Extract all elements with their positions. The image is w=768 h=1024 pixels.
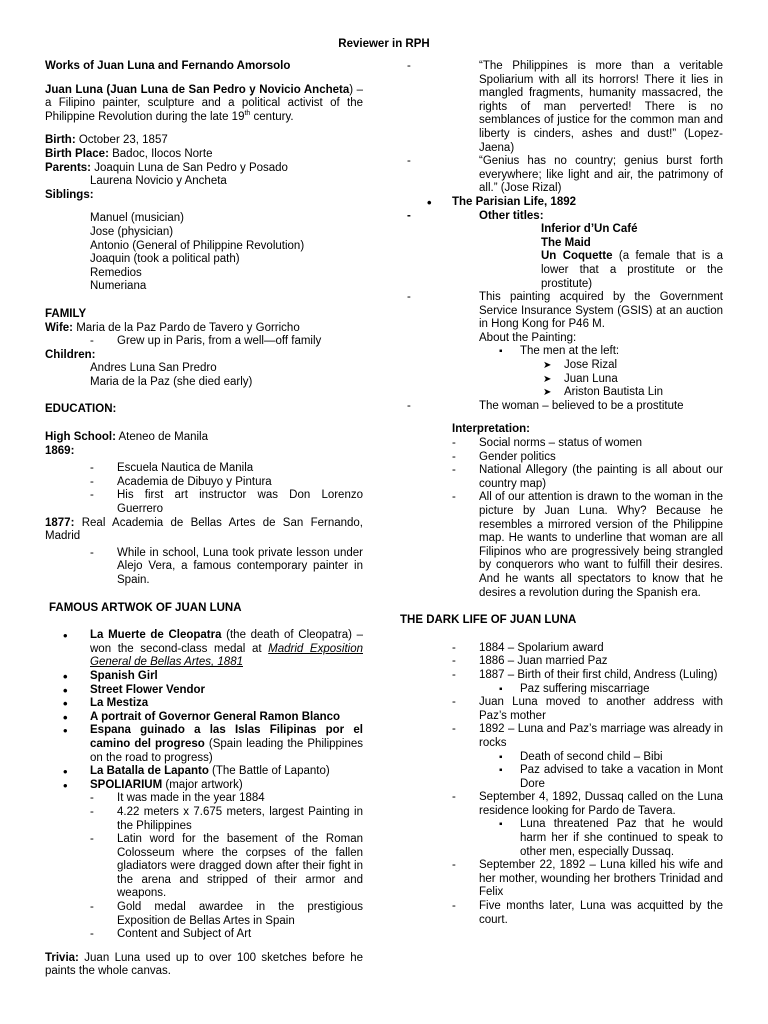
family-heading: FAMILY [45,307,87,320]
dark-life-item: - 1887 – Birth of their first child, Andress (Luling) [452,669,723,683]
dark-life-subitem: ▪ Paz suffering miscarriage [499,683,723,697]
artwork-title: Espana guinado a las Islas Filipinas por el camino del progreso [90,724,363,750]
child-item: Andres Luna San Predro [90,362,217,375]
artwork-title: La Muerte de Cleopatra [90,629,222,642]
woman-note: - The woman – believed to be a prostitute [407,400,723,414]
intro-end: century. [250,110,294,123]
sibling-item: Manuel (musician) [90,212,184,225]
spoliarium-note: - Content and Subject of Art [90,928,363,942]
wife-label: Wife: [45,321,74,334]
artwork-desc: (The Battle of Lapanto) [208,765,330,778]
about-painting-label: About the Painting: [479,331,577,344]
artwork-list [45,629,363,942]
birth-label: Birth: [45,134,76,147]
dark-life-item: - September 4, 1892, Dussaq called on the Luna residence looking for Pardo de Tavera. [452,791,723,818]
year-1877-value: Real Academia de Bellas Artes de San Fernando, Madrid [45,516,363,543]
interpretation-item: - Gender politics [452,451,723,465]
sibling-item: Numeriana [90,280,147,293]
famous-artwork-heading: FAMOUS ARTWOK OF JUAN LUNA [49,601,242,614]
parents-label: Parents: [45,161,92,174]
birthplace-value: Badoc, Ilocos Norte [108,147,213,160]
birthplace-line [45,148,363,162]
right-column [400,60,723,927]
dark-life-item: - Juan Luna moved to another address with Paz’s mother [452,696,723,723]
birth-value: October 23, 1857 [75,134,168,147]
year-1877-line [45,517,363,544]
artwork-item [63,724,363,765]
trivia-label: Trivia: [45,951,79,964]
artwork-desc: (major artwork) [162,778,243,791]
dark-life-subitem: ▪ Paz advised to take a vacation in Mont Dore [499,764,723,791]
school-item: - Escuela Nautica de Manila [90,462,363,476]
artwork-item [63,779,363,793]
other-title-name: Un Coquette [541,250,613,263]
man-item: ➤ Ariston Bautista Lin [543,386,723,400]
sibling-item: Jose (physician) [90,225,174,238]
artwork-title: SPOLIARIUM [90,778,163,791]
artwork-item [63,765,363,779]
parents-value: Joaquin Luna de San Pedro y Posado [91,161,288,174]
highschool-line [45,431,363,445]
left-column [45,60,363,979]
parents-line-2: Laurena Novicio y Ancheta [90,175,227,188]
spoliarium-note: - 4.22 meters x 7.675 meters, largest Painting in the Philippines [90,806,363,833]
wife-value: Maria de la Paz Pardo de Tavero y Gorricho [73,321,300,334]
birth-line [45,134,363,148]
quote-lopez-jaena: - “The Philippines is more than a veritable Spoliarium with all its horrors! There it lies in mangled fragments, humanity massacred, the rights of man perverted! There is no semblances of justice for the common man and liberty is cinders, ashes and dust!” (Lopez-Jaena) [407,60,723,155]
dark-life-item: - 1886 – Juan married Paz [452,655,723,669]
child-item: Maria de la Paz (she died early) [90,375,253,388]
document-title: Reviewer in RPH [338,38,430,50]
education-heading: EDUCATION: [45,403,117,416]
artwork-item: • Spanish Girl [63,670,363,684]
interpretation-item: - Social norms – status of women [452,437,723,451]
dark-life-heading: THE DARK LIFE OF JUAN LUNA [400,614,577,627]
quote-list [407,60,723,196]
interpretation-label: Interpretation: [452,423,530,436]
artwork-item: • A portrait of Governor General Ramon Blanco [63,711,363,725]
other-title-item: Inferior d’Un Café [541,223,638,236]
wife-note: - Grew up in Paris, from a well—off family [90,335,363,349]
man-item: ➤ Juan Luna [543,373,723,387]
trivia-line [45,952,363,979]
sibling-item: Antonio (General of Philippine Revolution) [90,239,305,252]
spoliarium-note: - Gold medal awardee in the prestigious Exposition de Bellas Artes in Spain [90,901,363,928]
spoliarium-note: - Latin word for the basement of the Roman Colosseum where the corpses of the fallen gladiators were dragged down after their fight in the arena and stripped of their armor and weapons. [90,833,363,901]
wife-line [45,322,363,336]
section-heading: Works of Juan Luna and Fernando Amorsolo [45,60,291,72]
dark-life-subitem: ▪ Death of second child – Bibi [499,751,723,765]
school-item: - His first art instructor was Don Lorenzo Guerrero [90,489,363,516]
parents-line [45,162,363,176]
sibling-item: Remedios [90,266,142,279]
other-title-item: The Maid [541,236,591,249]
other-titles-label: - Other titles: [407,210,723,224]
sibling-item: Joaquin (took a political path) [90,253,240,266]
spoliarium-note: - It was made in the year 1884 [90,792,363,806]
dark-life-item: - 1892 – Luna and Paz’s marriage was already in rocks [452,723,723,750]
birthplace-label: Birth Place: [45,147,109,160]
trivia-text: Juan Luna used up to over 100 sketches before he paints the whole canvas. [45,951,363,978]
intro-text: ) – a Filipino painter, sculpture and a political activist of the Philippine Revolution during the late 19 [45,83,364,123]
dark-life-list [407,642,723,927]
school-item: - Academia de Dibuyo y Pintura [90,476,363,490]
year-1869: 1869: [45,444,75,457]
other-title-desc: (a female that is a lower that a prostitute or the prostitute) [541,250,723,290]
highschool-value: Ateneo de Manila [115,431,208,444]
parisian-life-heading: • The Parisian Life, 1892 [407,196,723,210]
artwork-item: • Street Flower Vendor [63,684,363,698]
dark-life-item: - September 22, 1892 – Luna killed his wife and her mother, wounding her brothers Trinidad and Felix [452,859,723,900]
men-left-label: ▪ The men at the left: [499,345,723,359]
artwork-item [63,629,363,670]
artwork-item: • La Mestiza [63,697,363,711]
year-1877-note: - While in school, Luna took private lesson under Alejo Vera, a famous contemporary painter in Spain. [90,547,363,588]
dark-life-subitem: ▪ Luna threatened Paz that he would harm her if she continued to speak to other men, especially Dussaq. [499,818,723,859]
other-title-item [541,250,723,291]
intro-name: Juan Luna (Juan Luna de San Pedro y Novicio Ancheta [45,83,350,96]
dark-life-item: - 1884 – Spolarium award [452,642,723,656]
artwork-title: La Batalla de Lapanto [90,765,209,778]
spoliarium-notes [63,792,363,942]
artwork-desc: (Spain leading the Philippines on the road to progress) [90,737,364,764]
other-titles-list [407,223,723,291]
interpretation-list [407,437,723,600]
artwork-desc: (the death of Cleopatra) – won the second-class medal at [90,629,364,655]
artwork-award: Madrid Exposition General de Bellas Artes, 1881 [90,642,363,669]
siblings-label: Siblings: [45,188,94,201]
gsis-note: - This painting acquired by the Government Service Insurance System (GSIS) at an auction in Hong Kong for P46 M. [407,291,723,332]
man-item: ➤ Jose Rizal [543,359,723,373]
interpretation-item: - National Allegory (the painting is all about our country map) [452,464,723,491]
dark-life-item: - Five months later, Luna was acquitted by the court. [452,900,723,927]
year-1877-label: 1877: [45,516,75,529]
children-label: Children: [45,348,96,361]
siblings-list [45,212,363,294]
men-list [407,359,723,400]
interpretation-item: - All of our attention is drawn to the woman in the picture by Juan Luna. Why? Because he resembles a mirrored version of the Philippine map. He wants to underline that woman are all Filipinos who are progressively being strangled by conquerors who want to fulfill their desires. And he wants all spectators to know that he desires a revolution during the Spanish era. [452,491,723,600]
quote-rizal: - “Genius has no country; genius burst forth everywhere; like light and air, the patrimony of all.” (Jose Rizal) [407,155,723,196]
intro-sup: th [244,109,251,117]
intro-paragraph [45,84,363,125]
highschool-label: High School: [45,431,116,444]
